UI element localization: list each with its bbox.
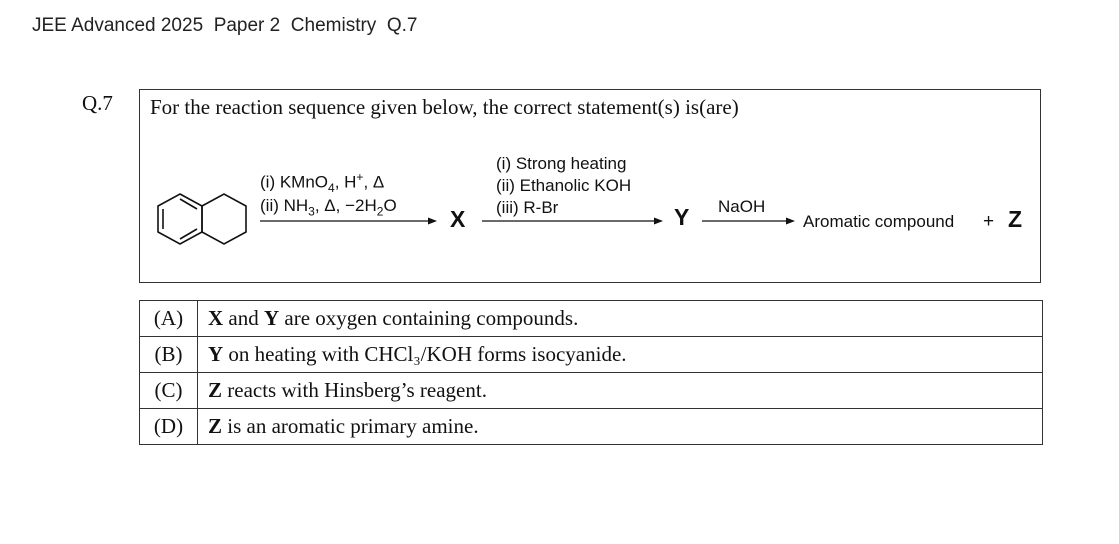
exam-header: JEE Advanced 2025 Paper 2 Chemistry Q.7 xyxy=(32,15,418,36)
option-label: (D) xyxy=(140,409,198,445)
step3-reagent: NaOH xyxy=(718,197,766,216)
arrow-2-icon xyxy=(482,216,664,226)
plus-sign: + xyxy=(983,211,995,232)
option-row-b[interactable] xyxy=(140,337,1043,373)
question-number: Q.7 xyxy=(82,91,113,115)
question-box xyxy=(139,89,1041,283)
option-label: (B) xyxy=(140,337,198,373)
option-text: X and Y are oxygen containing compounds. xyxy=(198,301,1043,337)
option-text: Y on heating with CHCl₃/KOH forms isocyanide. xyxy=(198,337,1043,373)
option-row-d[interactable] xyxy=(140,409,1043,445)
option-row-c[interactable] xyxy=(140,373,1043,409)
option-row-a[interactable] xyxy=(140,301,1043,337)
step1-reagent-line2: (ii) $NH_3$, Δ, $-2H_2O$ xyxy=(260,196,397,219)
aromatic-compound-label: Aromatic compound xyxy=(803,212,955,231)
tetralin-structure-icon xyxy=(150,190,254,252)
arrow-3-icon xyxy=(702,216,796,226)
step2-reagent-line3: (iii) R-Br xyxy=(496,198,559,217)
options-table xyxy=(139,300,1043,445)
option-label: (C) xyxy=(140,373,198,409)
question-stem: For the reaction sequence given below, the correct statement(s) is(are) xyxy=(150,95,739,119)
compound-z: Z xyxy=(1008,206,1023,232)
step1-reagent-line1: (i) KMnO$_4$, H+, Δ xyxy=(260,170,385,196)
option-text: Z reacts with Hinsberg’s reagent. xyxy=(198,373,1043,409)
compound-y: Y xyxy=(674,204,690,230)
step2-reagent-line2: (ii) Ethanolic KOH xyxy=(496,176,632,195)
step2-reagent-line1: (i) Strong heating xyxy=(496,154,627,173)
option-text: Z is an aromatic primary amine. xyxy=(198,409,1043,445)
option-label: (A) xyxy=(140,301,198,337)
compound-x: X xyxy=(450,206,466,232)
arrow-1-icon xyxy=(260,216,438,226)
